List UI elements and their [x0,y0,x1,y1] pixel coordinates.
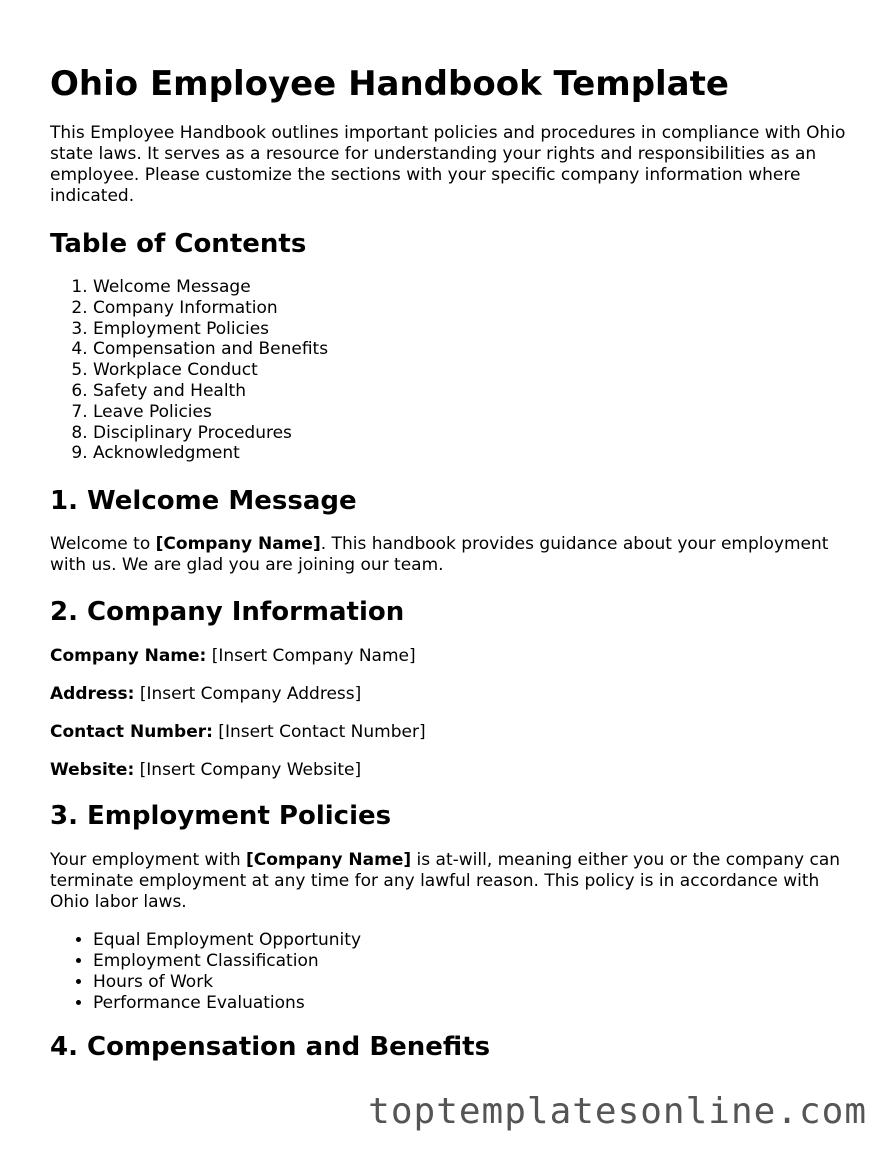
company-name-field [50,646,850,667]
welcome-text-after: . This handbook provides guidance about your employment with us. We are glad you are joining our team. [50,534,829,576]
company-name-placeholder: [Company Name] [155,534,321,555]
field-value: [Insert Company Website] [134,760,362,781]
toc-item: 1. Welcome Message [93,277,850,298]
field-label: Website: [50,760,135,781]
welcome-text-before: Welcome to [50,534,156,555]
field-label: Address: [50,684,135,705]
field-label: Contact Number: [50,722,213,743]
employment-text-after: is at-will, meaning either you or the company can terminate employment at any time for any lawful reason. This policy is in accordance with Ohio labor laws. [50,850,841,913]
field-value: [Insert Company Address] [134,684,362,705]
toc-list [50,277,850,464]
policy-item: • Equal Employment Opportunity [93,930,850,951]
employment-text-before: Your employment with [50,850,247,871]
document-title: Ohio Employee Handbook Template [50,64,729,104]
website-field [50,760,850,781]
toc-item: 5. Workplace Conduct [93,360,850,381]
toc-item: 3. Employment Policies [93,319,850,340]
policy-item: • Performance Evaluations [93,993,850,1014]
field-label: Company Name: [50,646,207,667]
toc-item: 4. Compensation and Benefits [93,339,850,360]
employment-paragraph [50,850,850,913]
field-value: [Insert Contact Number] [212,722,426,743]
address-field [50,684,850,705]
toc-item: 2. Company Information [93,298,850,319]
toc-item: 6. Safety and Health [93,381,850,402]
toc-heading: Table of Contents [50,229,307,259]
welcome-paragraph [50,534,850,576]
toc-item: 8. Disciplinary Procedures [93,423,850,444]
toc-item: 7. Leave Policies [93,402,850,423]
watermark: toptemplatesonline.com [368,1091,867,1132]
field-value: [Insert Company Name] [206,646,416,667]
policy-item: • Hours of Work [93,972,850,993]
company-info-heading: 2. Company Information [50,597,405,628]
toc-item: 9. Acknowledgment [93,443,850,464]
welcome-heading: 1. Welcome Message [50,486,357,517]
policy-item: • Employment Classification [93,951,850,972]
compensation-heading: 4. Compensation and Benefits [50,1032,491,1063]
document-page [50,0,850,1064]
employment-policy-list [50,930,850,1013]
intro-paragraph: This Employee Handbook outlines important policies and procedures in compliance with Ohio state laws. It serves as a resource for understanding your rights and responsibilities as an employee. Please customize the sections with your specific company information where indicated. [50,123,846,206]
employment-heading: 3. Employment Policies [50,801,392,832]
contact-number-field [50,722,850,743]
company-name-placeholder: [Company Name] [246,850,412,871]
